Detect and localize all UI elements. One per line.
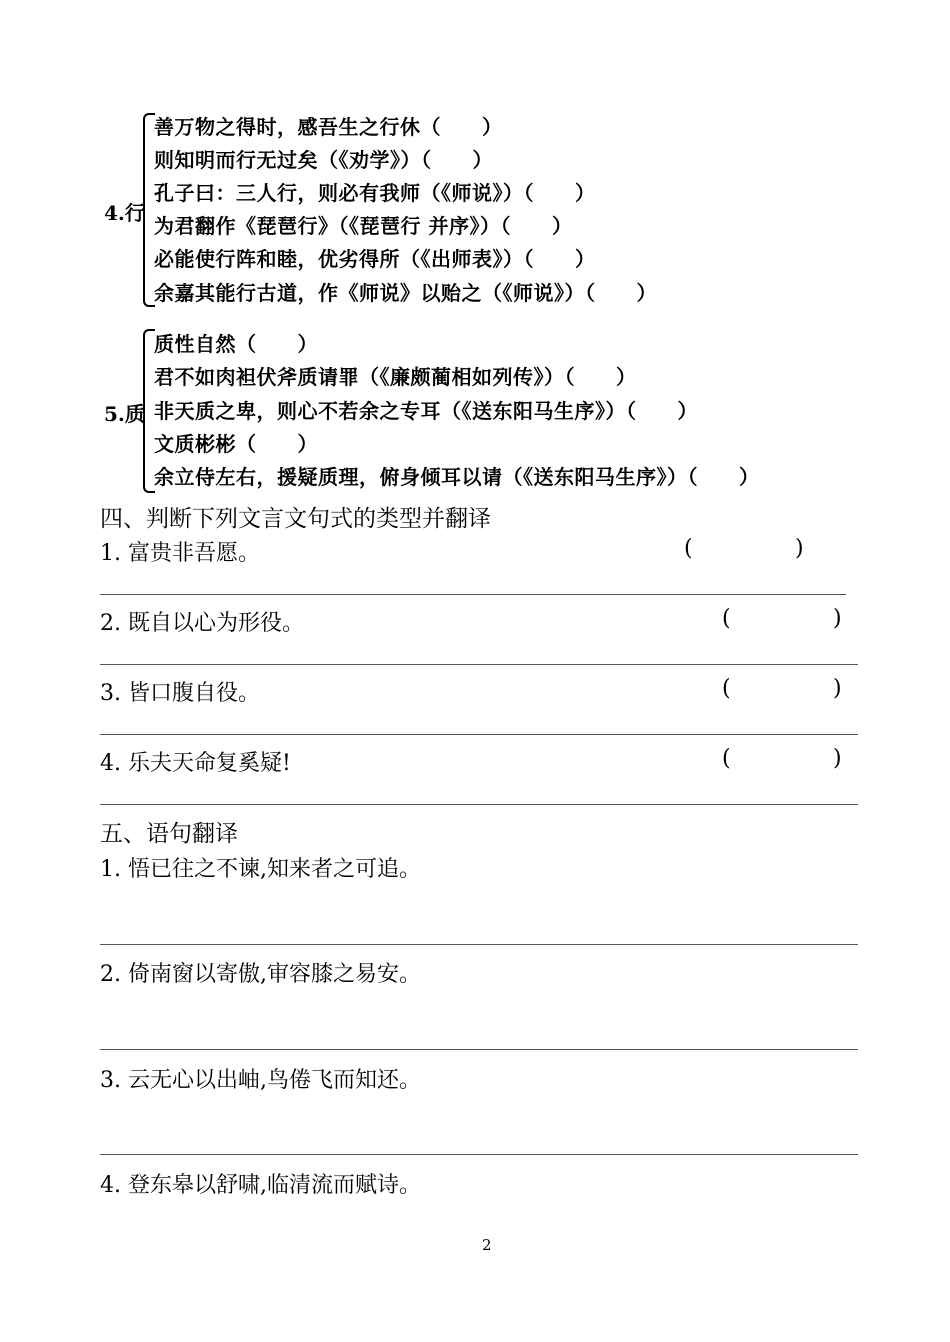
s4-question-4: 4. 乐夫天命复奚疑! [100, 751, 291, 776]
answer-line [100, 664, 858, 665]
answer-line [100, 734, 858, 735]
s5-question-1: 1. 悟已往之不谏,知来者之可追。 [100, 857, 421, 882]
s4-question-1: 1. 富贵非吾愿。 [100, 541, 260, 566]
s4-question-3: 3. 皆口腹自役。 [100, 681, 260, 706]
answer-line [100, 944, 858, 945]
group5-item-5: 余立侍左右，援疑质理，俯身倾耳以请（《送东阳马生序》）（ ） [154, 465, 760, 489]
section4-title: 四、判断下列文言文句式的类型并翻译 [100, 506, 491, 532]
s4-paren-open-1: ( [684, 536, 693, 561]
group4-item-3: 孔子曰：三人行，则必有我师（《师说》）（ ） [154, 181, 596, 205]
group4-item-5: 必能使行阵和睦，优劣得所（《出师表》）（ ） [154, 247, 596, 271]
answer-line [100, 1154, 858, 1155]
page-number: 2 [482, 1236, 492, 1254]
section5-title: 五、语句翻译 [100, 821, 238, 847]
answer-line [100, 1049, 858, 1050]
s4-paren-open-4: ( [722, 746, 731, 771]
group4-item-4: 为君翻作《琵琶行》（《琵琶行 并序》）（ ） [154, 214, 573, 238]
s5-question-4: 4. 登东皋以舒啸,临清流而赋诗。 [100, 1173, 421, 1198]
s4-paren-close-4: ) [833, 746, 842, 771]
s4-paren-open-2: ( [722, 606, 731, 631]
s4-paren-close-1: ) [795, 536, 804, 561]
group4-item-1: 善万物之得时，感吾生之行休（ ） [154, 115, 503, 139]
s4-paren-close-2: ) [833, 606, 842, 631]
s4-paren-open-3: ( [722, 676, 731, 701]
group4-label: 4.行 [104, 201, 145, 225]
s4-paren-close-3: ) [833, 676, 842, 701]
group5-item-2: 君不如肉袒伏斧质请罪（《廉颇蔺相如列传》）（ ） [154, 365, 637, 389]
group4-item-6: 余嘉其能行古道，作《师说》以贻之（《师说》）（ ） [154, 281, 657, 305]
answer-line [100, 594, 846, 595]
group5-item-3: 非天质之卑，则心不若余之专耳（《送东阳马生序》）（ ） [154, 399, 698, 423]
s5-question-3: 3. 云无心以出岫,鸟倦飞而知还。 [100, 1068, 421, 1093]
answer-line [100, 804, 858, 805]
group5-item-4: 文质彬彬（ ） [154, 432, 318, 456]
s5-question-2: 2. 倚南窗以寄傲,审容膝之易安。 [100, 962, 421, 987]
group5-item-1: 质性自然（ ） [154, 332, 318, 356]
group4-item-2: 则知明而行无过矣（《劝学》）（ ） [154, 148, 493, 172]
s4-question-2: 2. 既自以心为形役。 [100, 611, 304, 636]
group5-label: 5.质 [104, 402, 145, 426]
